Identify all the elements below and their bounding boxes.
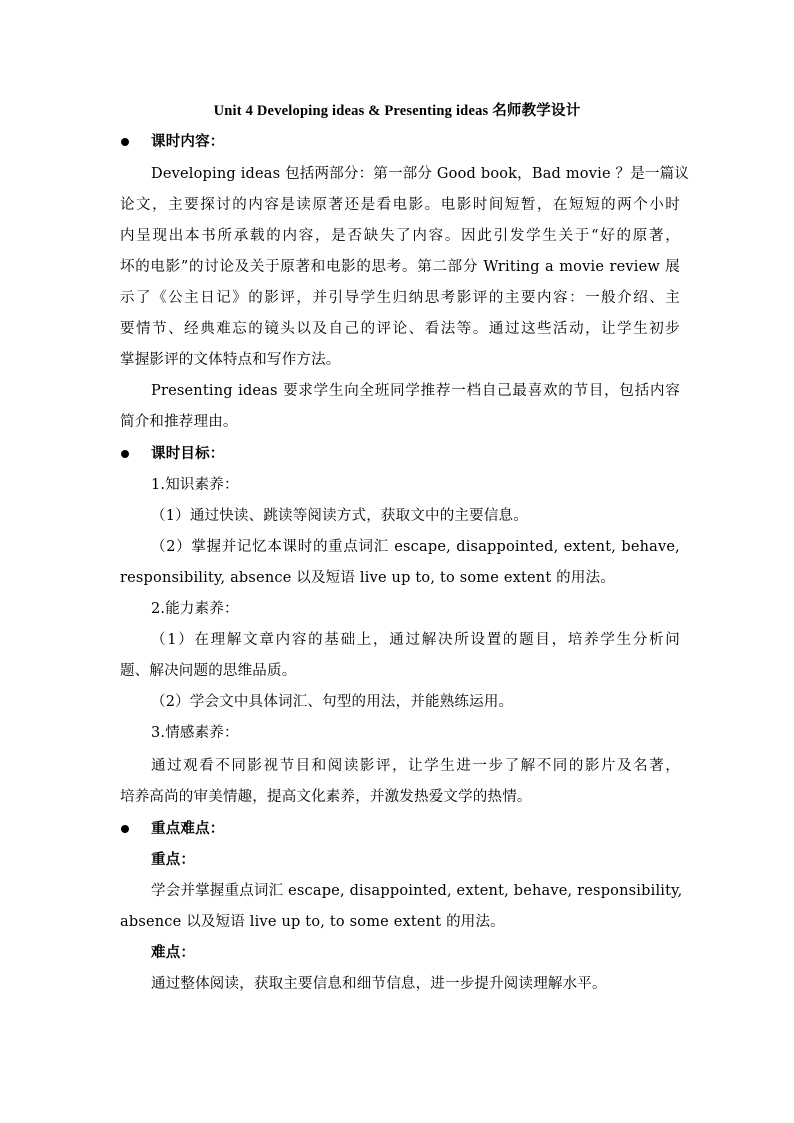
section-heading-goals: 课时目标： — [151, 445, 225, 462]
key-points-title: 重点： — [151, 851, 196, 868]
ability-item-1-line: 题、解决问题的思维品质。 — [120, 663, 297, 679]
content-p1-line: 要情节、经典难忘的镜头以及自己的评论、看法等。通过这些活动，让学生初步 — [120, 321, 680, 337]
document-title: Unit 4 Developing ideas & Presenting ideas 名师教学设计 — [213, 103, 581, 119]
content-p1-line: Developing ideas 包括两部分：第一部分 Good book，Bad movie ？是一篇议 — [151, 166, 690, 182]
bullet-icon — [121, 450, 129, 458]
ability-item-1-line: （1）在理解文章内容的基础上，通过解决所设置的题目，培养学生分析问 — [151, 632, 680, 648]
knowledge-item-2-line: （2）掌握并记忆本课时的重点词汇 escape, disappointed, extent, behave, — [151, 539, 680, 555]
knowledge-title: 1.知识素养： — [151, 477, 239, 493]
ability-item-2: （2）学会文中具体词汇、句型的用法，并能熟练运用。 — [151, 694, 514, 710]
key-points-text-line: 学会并掌握重点词汇 escape, disappointed, extent, behave, responsibility, — [151, 883, 683, 899]
bullet-icon — [121, 138, 129, 146]
difficult-points-title: 难点： — [151, 944, 196, 961]
section-heading-content: 课时内容： — [151, 133, 225, 150]
knowledge-item-2-line: responsibility, absence 以及短语 live up to, to some extent 的用法。 — [120, 570, 615, 586]
content-p1-line: 掌握影评的文体特点和写作方法。 — [120, 352, 341, 368]
content-p1-line: 坏的电影”的讨论及关于原著和电影的思考。第二部分 Writing a movie review 展 — [120, 259, 680, 275]
bullet-icon — [121, 825, 129, 833]
section-heading-keys: 重点难点： — [151, 820, 225, 837]
content-p1-line: 示了《公主日记》的影评，并引导学生归纳思考影评的主要内容：一般介绍、主 — [120, 290, 680, 306]
content-p2-line: 简介和推荐理由。 — [120, 414, 238, 430]
emotion-text-line: 培养高尚的审美情趣，提高文化素养，并激发热爱文学的热情。 — [120, 789, 532, 805]
knowledge-item-1: （1）通过快读、跳读等阅读方式，获取文中的主要信息。 — [151, 508, 528, 524]
key-points-text-line: absence 以及短语 live up to, to some extent 的用法。 — [120, 914, 505, 930]
content-p1-line: 内呈现出本书所承载的内容，是否缺失了内容。因此引发学生关于“好的原著， — [120, 228, 680, 244]
emotion-text-line: 通过观看不同影视节目和阅读影评，让学生进一步了解不同的影片及名著， — [151, 758, 680, 774]
difficult-points-text: 通过整体阅读，获取主要信息和细节信息，进一步提升阅读理解水平。 — [151, 976, 607, 992]
content-p1-line: 论文，主要探讨的内容是读原著还是看电影。电影时间短暂，在短短的两个小时 — [120, 197, 680, 213]
content-p2-line: Presenting ideas 要求学生向全班同学推荐一档自己最喜欢的节目，包括内容 — [151, 383, 680, 399]
ability-title: 2.能力素养： — [151, 601, 239, 617]
emotion-title: 3.情感素养： — [151, 725, 239, 741]
